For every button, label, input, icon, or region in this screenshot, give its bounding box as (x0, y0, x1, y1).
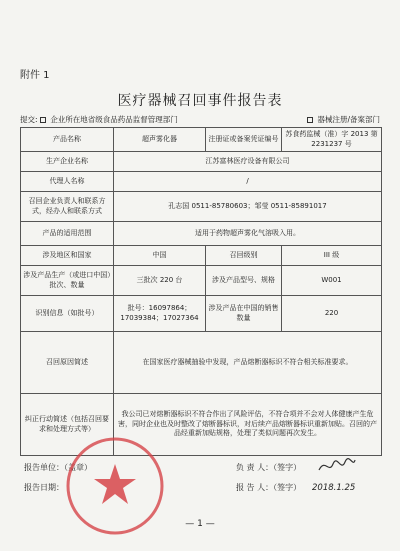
checkbox-registration (307, 117, 313, 123)
table-row (21, 222, 382, 246)
table-row (21, 172, 382, 192)
batch-label: 涉及产品生产（或进口中国）批次、数量 (21, 266, 114, 296)
table-row (21, 192, 382, 222)
identification-label: 识别信息（如批号） (21, 296, 114, 332)
submit-option-provincial (20, 114, 178, 125)
identification-value: 批号：16097864；17039384；17027364 (114, 296, 206, 332)
product-name-label: 产品名称 (21, 128, 114, 152)
report-date-label: 报告日期： (24, 483, 64, 492)
submit-prefix: 提交: (20, 115, 38, 124)
reason-value: 在国家医疗器械抽验中发现，产品熔断器标识不符合相关标准要求。 (114, 332, 382, 394)
responsible-person-label: 负 责 人：（签字） (236, 463, 302, 472)
table-row (21, 246, 382, 266)
scope-value: 适用于药物超声雾化气溶吸入用。 (114, 222, 382, 246)
checkbox-provincial (40, 117, 46, 123)
submit-option-2-label: 器械注册/备案部门 (317, 115, 380, 124)
agent-label: 代理人名称 (21, 172, 114, 192)
product-name-value: 超声雾化器 (114, 128, 206, 152)
action-label: 纠正行动简述（包括召回要求和处理方式等） (21, 394, 114, 456)
responsible-signature (317, 456, 357, 476)
recall-level-value: III 级 (282, 246, 382, 266)
table-row (21, 128, 382, 152)
region-value: 中国 (114, 246, 206, 266)
submit-option-1-label: 企业所在地省级食品药品监督管理部门 (50, 115, 178, 124)
recall-report-table (20, 127, 382, 456)
registration-label: 注册证或备案凭证编号 (206, 128, 282, 152)
manufacturer-label: 生产企业名称 (21, 152, 114, 172)
action-value: 我公司已对熔断器标识不符合作出了风险评估，不符合项并不会对人体健康产生危害，同时企业也及时整改了熔断器标识，对后续产品熔断器标识重新加贴。召回的产品经重新加贴规格，处理了类似问题再次发生。 (114, 394, 382, 456)
scope-label: 产品的适用范围 (21, 222, 114, 246)
sales-value: 220 (282, 296, 382, 332)
reporter-company-label: 报告单位：（盖章） (24, 463, 92, 472)
table-row (21, 296, 382, 332)
table-row (21, 152, 382, 172)
attachment-label: 附件 1 (20, 70, 50, 81)
submit-option-registration (307, 114, 380, 125)
recall-level-label: 召回级别 (206, 246, 282, 266)
registration-value: 苏食药监械（准）字 2013 第 2231237 号 (282, 128, 382, 152)
sales-label: 涉及产品在中国的销售数量 (206, 296, 282, 332)
manufacturer-value: 江苏富林医疗设备有限公司 (114, 152, 382, 172)
reporter-label: 报 告 人：（签字） (236, 483, 302, 492)
table-row (21, 332, 382, 394)
agent-value: / (114, 172, 382, 192)
table-row (21, 266, 382, 296)
model-label: 涉及产品型号、规格 (206, 266, 282, 296)
region-label: 涉及地区和国家 (21, 246, 114, 266)
page-number: — 1 — (185, 519, 215, 529)
contact-label: 召回企业负责人和联系方式，经办人和联系方式 (21, 192, 114, 222)
reason-label: 召回原因简述 (21, 332, 114, 394)
model-value: W001 (282, 266, 382, 296)
contact-value: 孔志国 0511-85780603；邹莹 0511-85891017 (114, 192, 382, 222)
handwritten-date: 2018.1.25 (312, 483, 356, 493)
batch-value: 三批次 220 台 (114, 266, 206, 296)
page-title: 医疗器械召回事件报告表 (117, 93, 283, 109)
